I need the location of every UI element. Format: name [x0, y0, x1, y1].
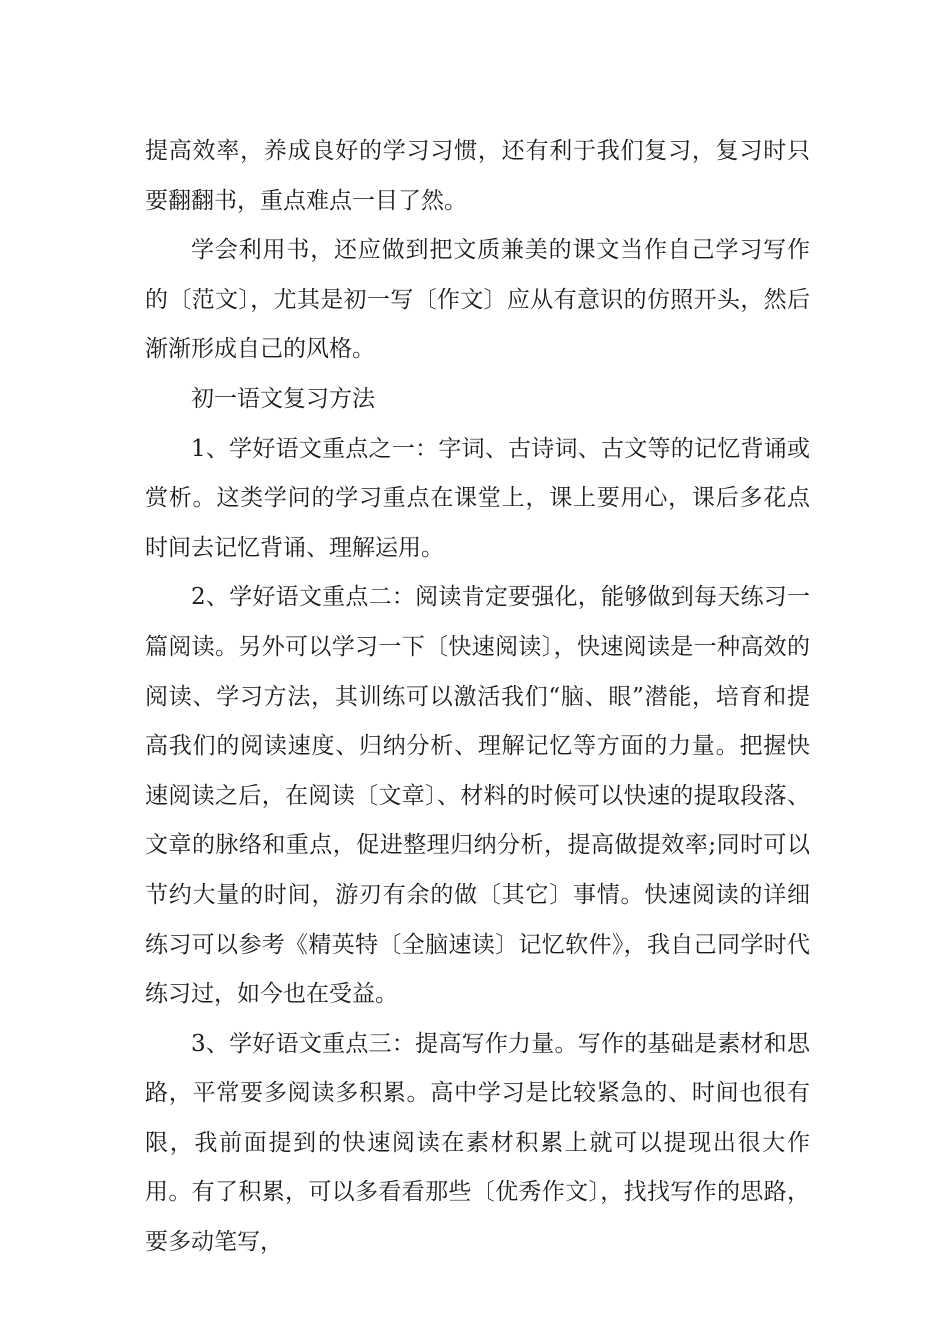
- paragraph-fanwen: 学会利用书，还应做到把文质兼美的课文当作自己学习写作的〔范文〕，尤其是初一写〔作文〕应从有意识的仿照开头，然后渐渐形成自己的风格。: [145, 237, 810, 363]
- document-body: [145, 127, 810, 1268]
- paragraph-point-2: 2、学好语文重点二：阅读肯定要强化，能够做到每天练习一篇阅读。另外可以学习一下〔快速阅读〕，快速阅读是一种高效的阅读、学习方法，其训练可以激活我们“脑、眼”潜能，培育和提高我们的阅读速度、归纳分析、理解记忆等方面的力量。把握快速阅读之后，在阅读〔文章〕、材料的时候可以快速的提取段落、文章的脉络和重点，促进整理归纳分析，提高做提效率;同时可以节约大量的时间，游刃有余的做〔其它〕事情。快速阅读的详细练习可以参考《精英特〔全脑速读〕记忆软件》，我自己同学时代练习过，如今也在受益。: [145, 584, 810, 1008]
- paragraph-point-1: 1、学好语文重点之一：字词、古诗词、古文等的记忆背诵或赏析。这类学问的学习重点在课堂上，课上要用心，课后多花点时间去记忆背诵、理解运用。: [145, 435, 810, 561]
- paragraph-continuation: 提高效率，养成良好的学习习惯，还有利于我们复习，复习时只要翻翻书，重点难点一目了然。: [145, 138, 810, 214]
- paragraph-point-3: 3、学好语文重点三：提高写作力量。写作的基础是素材和思路，平常要多阅读多积累。高中学习是比较紧急的、时间也很有限，我前面提到的快速阅读在素材积累上就可以提现出很大作用。有了积累，可以多看看那些〔优秀作文〕，找找写作的思路，要多动笔写，: [145, 1030, 810, 1256]
- section-heading: 初一语文复习方法: [191, 385, 375, 412]
